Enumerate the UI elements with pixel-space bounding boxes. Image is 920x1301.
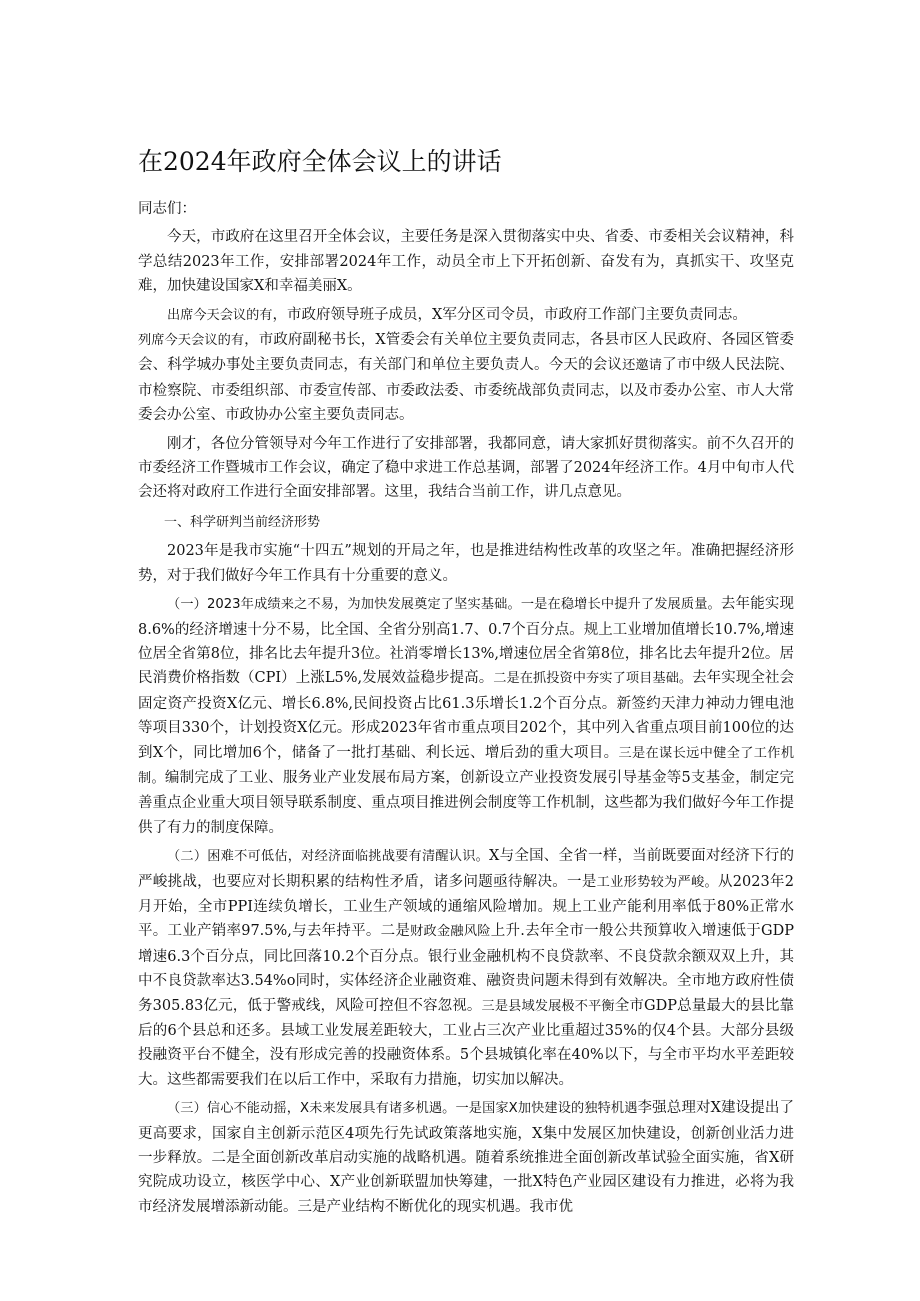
paragraph-challenges (138, 844, 794, 1092)
challenges-subheading-d: 三是县域发展极不平衡 (481, 998, 615, 1014)
challenges-text-c: 上升.去年全市一般公共预算收入增速低于GDP增速6.3个百分点，同比回落10.2个百分点。银行业金融机构不良贷款率、不良贷款余额双双上升，其中不良贷款率达3.54%o同时，实体经济企业融资难、融资贵问题未得到有效解决。全市地方政府性债务305.83亿元，低于警戒线，风险可控但不容忽视。 (138, 923, 794, 1014)
section-heading-1: 一、科学研判当前经济形势 (164, 514, 321, 530)
observers-text: ，市政府副秘书长，X管委会有关单位主要负责同志，各县市区人民政府、各园区管委会、科学城办事处主要负责同志，有关部门和单位主要负责人。今天的会议 (138, 332, 794, 374)
achievements-text-c: 编制完成了工业、服务业产业发展布局方案，创新设立产业投资发展引导基金等5支基金，制定完善重点企业重大项目领导联系制度、重点项目推进例会制度等工作机制，这些都为我们做好今年工作提供了有力的制度保障。 (138, 769, 795, 836)
paragraph-achievements (138, 592, 794, 840)
opportunities-heading: （三）信心不能动摇，X未来发展具有诸多机遇。一是国家X加快建设的独特机遇 (167, 1101, 638, 1117)
invited-lead: 还邀请 (622, 358, 663, 374)
paragraph-attendees (138, 303, 794, 328)
document-title: 在2024年政府全体会议上的讲话 (138, 147, 502, 176)
challenges-text-b: 从2023年2月开始，全市PPI连续负增长，工业生产领域的通缩风险增加。规上工业产能利用率低于80%正常水平。工业产销率97.5%,与去年持平。二是 (138, 873, 794, 940)
challenges-subheading-a: 工业形势较为严峻。 (596, 874, 718, 890)
invited-text: 了市中级人民法院、市检察院、市委组织部、市委宣传部、市委政法委、市委统战部负责同志，以及市委办公室、市人大常委会办公室、市政协办公室主要负责同志。 (138, 357, 795, 424)
salutation: 同志们： (138, 201, 196, 217)
challenges-text-a: X与全国、全省一样，当前既要面对经济下行的严峻挑战，也要应对长期积累的结构性矛盾，诸多问题亟待解决。一是 (138, 848, 794, 890)
challenges-text-d: 全市GDP总量最大的县比靠后的6个县总和还多。县域工业发展差距较大，工业占三次产业比重超过35%的仅4个县。大部分县级投融资平台不健全，没有形成完善的投融资体系。5个县城镇化率在40%以下，与全市平均水平差距较大。这些都需要我们在以后工作中，采取有力措施，切实加以解决。 (138, 997, 795, 1088)
achievements-subheading-b: 二是在抓投资中夯实了项目基础。 (493, 671, 693, 687)
opportunities-text: 李强总理对X建设提出了更高要求，国家自主创新示范区4项先行先试政策落地实施，X集中发展区加快建设，创新创业活力进一步释放。二是全面创新改革启动实施的战略机遇。随着系统推进全面创新改革试验全面实施，省X研究院成功设立，核医学中心、X产业创新联盟加快筹建，一批X特色产业园区建设有力推进，必将为我市经济发展增添新动能。三是产业结构不断优化的现实机遇。我市优 (138, 1100, 794, 1215)
observers-lead: 列席今天会议的有 (138, 333, 245, 349)
paragraph-overview: 2023年是我市实施“十四五”规划的开局之年，也是推进结构性改革的攻坚之年。准确把握经济形势，对于我们做好今年工作具有十分重要的意义。 (138, 543, 794, 584)
attendees-text: ，市政府领导班子成员，X军分区司令员，市政府工作部门主要负责同志。 (272, 306, 747, 323)
paragraph-arrangement: 刚才，各位分管领导对今年工作进行了安排部署，我都同意，请大家抓好贯彻落实。前不久召开的市委经济工作暨城市工作会议，确定了稳中求进工作总基调，部署了2024年经济工作。4月中旬市人代会还将对政府工作进行全面安排部署。这里，我结合当前工作，讲几点意见。 (138, 435, 794, 501)
challenges-heading: （二）困难不可低估，对经济面临挑战要有清醒认识。 (167, 849, 490, 865)
attendees-lead: 出席今天会议的有 (167, 307, 273, 323)
achievements-heading: （一）2023年成绩来之不易，为加快发展奠定了坚实基础。一是在稳增长中提升了发展质量。 (167, 597, 721, 613)
achievements-text-a: 去年能实现8.6%的经济增速十分不易，比全国、全省分别高1.7、0.7个百分点。规上工业增加值增长10.7%,增速位居全省第8位，排名比去年提升3位。社消零增长13%,增速位居全省第8位，排名比去年提升2位。居民消费价格指数（CPI）上涨L5%,发展效益稳步提高。 (138, 596, 795, 687)
document-body (138, 197, 794, 1219)
paragraph-observers (138, 328, 794, 428)
paragraph-intro: 今天，市政府在这里召开全体会议，主要任务是深入贯彻落实中央、省委、市委相关会议精神，科学总结2023年工作，安排部署2024年工作，动员全市上下开拓创新、奋发有为，真抓实干、攻坚克难，加快建设国家X和幸福美丽X。 (138, 229, 794, 295)
paragraph-opportunities (138, 1096, 794, 1219)
achievements-text-b: 去年实现全社会固定资产投资X亿元、增长6.8%,民间投资占比61.3乐增长1.2个百分点。新签约天津力神动力锂电池等项目330个，计划投资X亿元。形成2023年省市重点项目202个，其中列入省重点项目前100位的达到X个，同比增加6个，储备了一批打基础、利长远、增后劲的重大项目。 (138, 670, 794, 761)
achievements-subheading-c: 三是在谋长远中健全了工作机制。 (138, 745, 795, 786)
challenges-subheading-b: 财政金融风险 (410, 924, 491, 940)
